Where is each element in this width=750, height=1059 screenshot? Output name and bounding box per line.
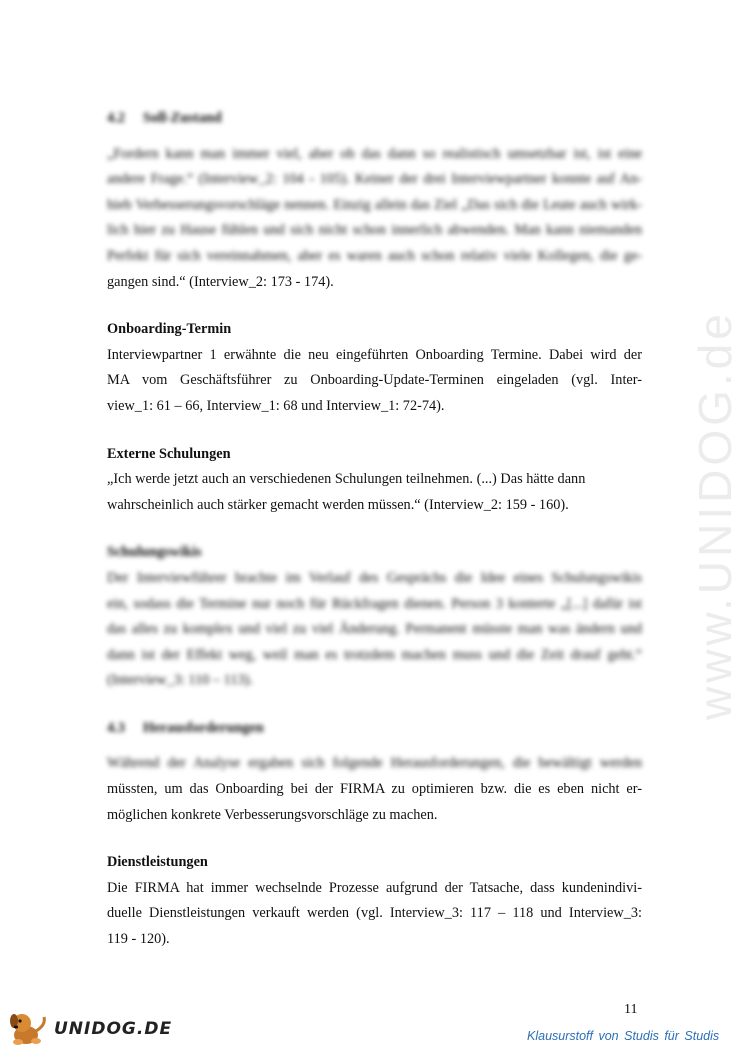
text-line: hieb Verbesserungsvorschläge nennen. Einzig allein das Ziel „Das sich die Leute auch wirk-	[107, 196, 642, 213]
subheading-onboarding: Onboarding-Termin	[107, 321, 232, 338]
page-content	[107, 106, 642, 953]
logo-text: UNIDOG.DE	[54, 1019, 173, 1039]
text-line: duelle Dienstleistungen verkauft werden (vgl. Interview_3: 117 – 118 und Interview_3:	[107, 905, 642, 922]
text-line: gangen sind.“ (Interview_2: 173 - 174).	[107, 273, 334, 290]
text-line: möglichen konkrete Verbesserungsvorschläge zu machen.	[107, 806, 438, 823]
section-heading-soll	[107, 106, 642, 132]
text-line: „Ich werde jetzt auch an verschiedenen Schulungen teilnehmen. (...) Das hätte dann	[107, 471, 586, 488]
subheading-dienstleistungen: Dienstleistungen	[107, 854, 208, 871]
section-number: 4.2	[107, 110, 125, 126]
text-line: 119 - 120).	[107, 931, 170, 948]
text-line: Die FIRMA hat immer wechselnde Prozesse aufgrund der Tatsache, dass kundenindivi-	[107, 879, 642, 896]
section-heading-herausforderungen	[107, 716, 642, 742]
text-line: Perfekt für sich vereinnahmen, aber es waren auch schon relativ viele Kollegen, die ge-	[107, 247, 642, 264]
section-title: Herausforderungen	[143, 719, 264, 736]
externe-paragraph	[107, 467, 642, 518]
dienstleistungen-paragraph	[107, 876, 642, 953]
unidog-logo[interactable]	[6, 1013, 173, 1047]
text-line: andere Frage.“ (Interview_2: 104 - 105). Keiner der drei Interviewpartner konnte auf An-	[107, 171, 642, 188]
text-line: „Fordern kann man immer viel, aber ob das dann so realistisch umsetzbar ist, ist eine	[107, 145, 642, 162]
text-line: (Interview_3: 110 – 113).	[107, 672, 253, 689]
subheading-schulungswikis: Schulungswikis	[107, 544, 202, 561]
text-line: MA vom Geschäftsführer zu Onboarding-Update-Terminen eingeladen (vgl. Inter-	[107, 372, 642, 389]
text-line: wahrscheinlich auch stärker gemacht werden müssen.“ (Interview_2: 159 - 160).	[107, 496, 569, 513]
text-line: ein, sodass die Termine nur noch für Rückfragen dienen. Person 3 konterte „[...] dafür ist	[107, 595, 642, 612]
section-number: 4.3	[107, 719, 125, 736]
onboarding-paragraph	[107, 343, 642, 420]
footer-tagline: Klausurstoff von Studis für Studis	[527, 1029, 720, 1043]
schulungswiki-paragraph	[107, 566, 642, 694]
text-line: müssten, um das Onboarding bei der FIRMA zu optimieren bzw. die es eben nicht er-	[107, 781, 642, 798]
soll-paragraph	[107, 142, 642, 296]
text-line: view_1: 61 – 66, Interview_1: 68 und Interview_1: 72-74).	[107, 397, 445, 414]
text-line: Während der Analyse ergaben sich folgende Herausforderungen, die bewältigt werden	[107, 755, 642, 772]
page-number: 11	[624, 1002, 638, 1017]
watermark: www.UNIDOG.de	[689, 310, 741, 720]
section-title: Soll-Zustand	[143, 110, 222, 126]
text-line: lich hier zu Hause fühlen und sich nicht schon innerlich abwenden. Man kann niemanden	[107, 222, 642, 239]
dog-mascot-icon	[6, 1009, 54, 1047]
text-line: Interviewpartner 1 erwähnte die neu eingeführten Onboarding Termine. Dabei wird der	[107, 346, 642, 363]
herausforderungen-paragraph	[107, 751, 642, 828]
subheading-externe-schulungen: Externe Schulungen	[107, 445, 231, 462]
text-line: Der Interviewführer brachte im Verlauf des Gesprächs die Idee eines Schulungswikis	[107, 569, 642, 586]
text-line: dann ist der Effekt weg, weil man es trotzdem machen muss und die Zeit drauf geht.“	[107, 646, 642, 663]
text-line: das alles zu komplex und viel zu viel Änderung. Permanent müsste man was ändern und	[107, 621, 642, 638]
